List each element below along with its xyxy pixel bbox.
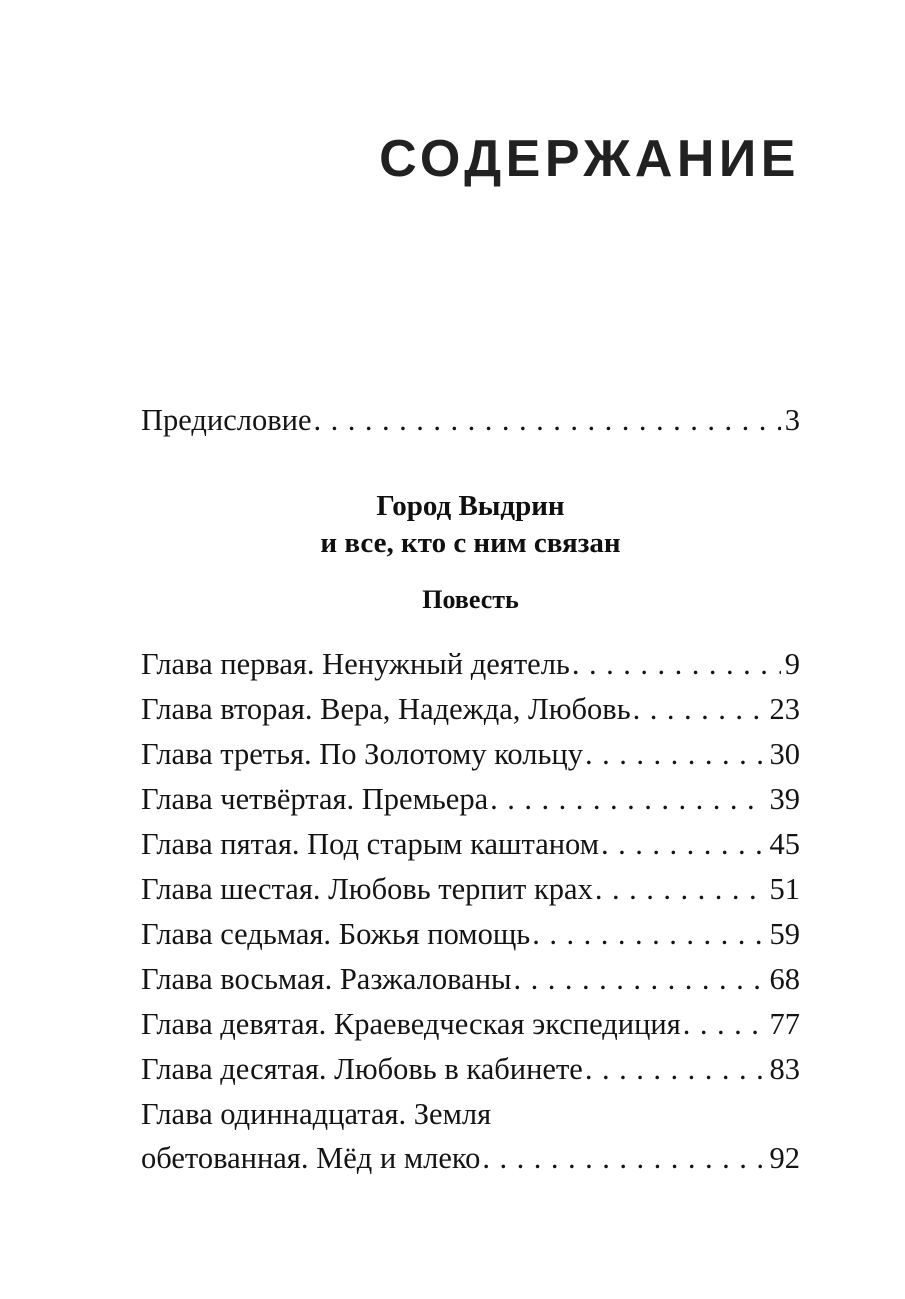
dot-leader bbox=[683, 1002, 766, 1047]
toc-entry-preface[interactable] bbox=[141, 398, 800, 443]
toc-entry-label: Глава четвёртая. Премьера bbox=[141, 782, 489, 816]
toc-entry[interactable] bbox=[141, 777, 800, 822]
toc-entry-label: Глава шестая. Любовь терпит крах bbox=[141, 872, 593, 906]
toc-entry[interactable] bbox=[141, 642, 800, 687]
dot-leader bbox=[532, 912, 765, 957]
dot-leader bbox=[572, 642, 781, 687]
toc-entry-page: 92 bbox=[769, 1141, 800, 1175]
toc-entry-page: 68 bbox=[769, 962, 800, 996]
toc-entry-label: Глава девятая. Краеведческая экспедиция bbox=[141, 1007, 681, 1041]
toc-content bbox=[141, 398, 800, 1180]
part-heading bbox=[141, 488, 800, 562]
page-title: СОДЕРЖАНИЕ bbox=[379, 130, 800, 188]
toc-entry-page: 45 bbox=[769, 827, 800, 861]
part-heading-line-1: Город Выдрин bbox=[376, 490, 565, 522]
toc-entry-page: 3 bbox=[784, 403, 800, 437]
part-heading-line-2: и все, кто с ним связан bbox=[320, 527, 621, 559]
toc-entry-label: Глава первая. Ненужный деятель bbox=[141, 647, 570, 681]
toc-entry-label: Глава вторая. Вера, Надежда, Любовь bbox=[141, 692, 631, 726]
toc-entry[interactable] bbox=[141, 1047, 800, 1092]
toc-entry-label: Глава восьмая. Разжалованы bbox=[141, 962, 512, 996]
toc-entry-label: Глава третья. По Золотому кольцу bbox=[141, 737, 583, 771]
dot-leader bbox=[585, 732, 766, 777]
dot-leader bbox=[601, 822, 765, 867]
dot-leader bbox=[314, 398, 781, 443]
toc-entry-page: 51 bbox=[769, 872, 800, 906]
dot-leader bbox=[585, 1047, 766, 1092]
dot-leader bbox=[482, 1136, 765, 1180]
toc-entry[interactable] bbox=[141, 687, 800, 732]
toc-entry-page: 59 bbox=[769, 917, 800, 951]
toc-entry-page: 9 bbox=[784, 647, 800, 681]
toc-entry-page: 30 bbox=[769, 737, 800, 771]
toc-entry-label-line-1: Глава одиннадцатая. Земля bbox=[141, 1097, 492, 1131]
toc-entry-label: Глава десятая. Любовь в кабинете bbox=[141, 1052, 583, 1086]
toc-entry-label-line-2: обетованная. Мёд и млеко bbox=[141, 1141, 481, 1175]
chapter-list bbox=[141, 642, 800, 1180]
toc-entry-label: Глава пятая. Под старым каштаном bbox=[141, 827, 600, 861]
dot-leader bbox=[595, 867, 766, 912]
toc-entry[interactable] bbox=[141, 867, 800, 912]
toc-entry[interactable] bbox=[141, 912, 800, 957]
toc-entry-page: 77 bbox=[769, 1007, 800, 1041]
part-subtitle: Повесть bbox=[422, 585, 519, 614]
toc-entry[interactable] bbox=[141, 1002, 800, 1047]
toc-entry[interactable] bbox=[141, 957, 800, 1002]
toc-entry-page: 83 bbox=[769, 1052, 800, 1086]
dot-leader bbox=[490, 777, 765, 822]
toc-entry-label: Глава седьмая. Божья помощь bbox=[141, 917, 531, 951]
toc-entry-page: 23 bbox=[769, 692, 800, 726]
toc-entry[interactable] bbox=[141, 732, 800, 777]
toc-entry-page: 39 bbox=[769, 782, 800, 816]
toc-entry[interactable] bbox=[141, 1092, 800, 1180]
toc-entry[interactable] bbox=[141, 822, 800, 867]
toc-entry-label: Предисловие bbox=[141, 403, 312, 437]
dot-leader bbox=[514, 957, 766, 1002]
dot-leader bbox=[633, 687, 766, 732]
